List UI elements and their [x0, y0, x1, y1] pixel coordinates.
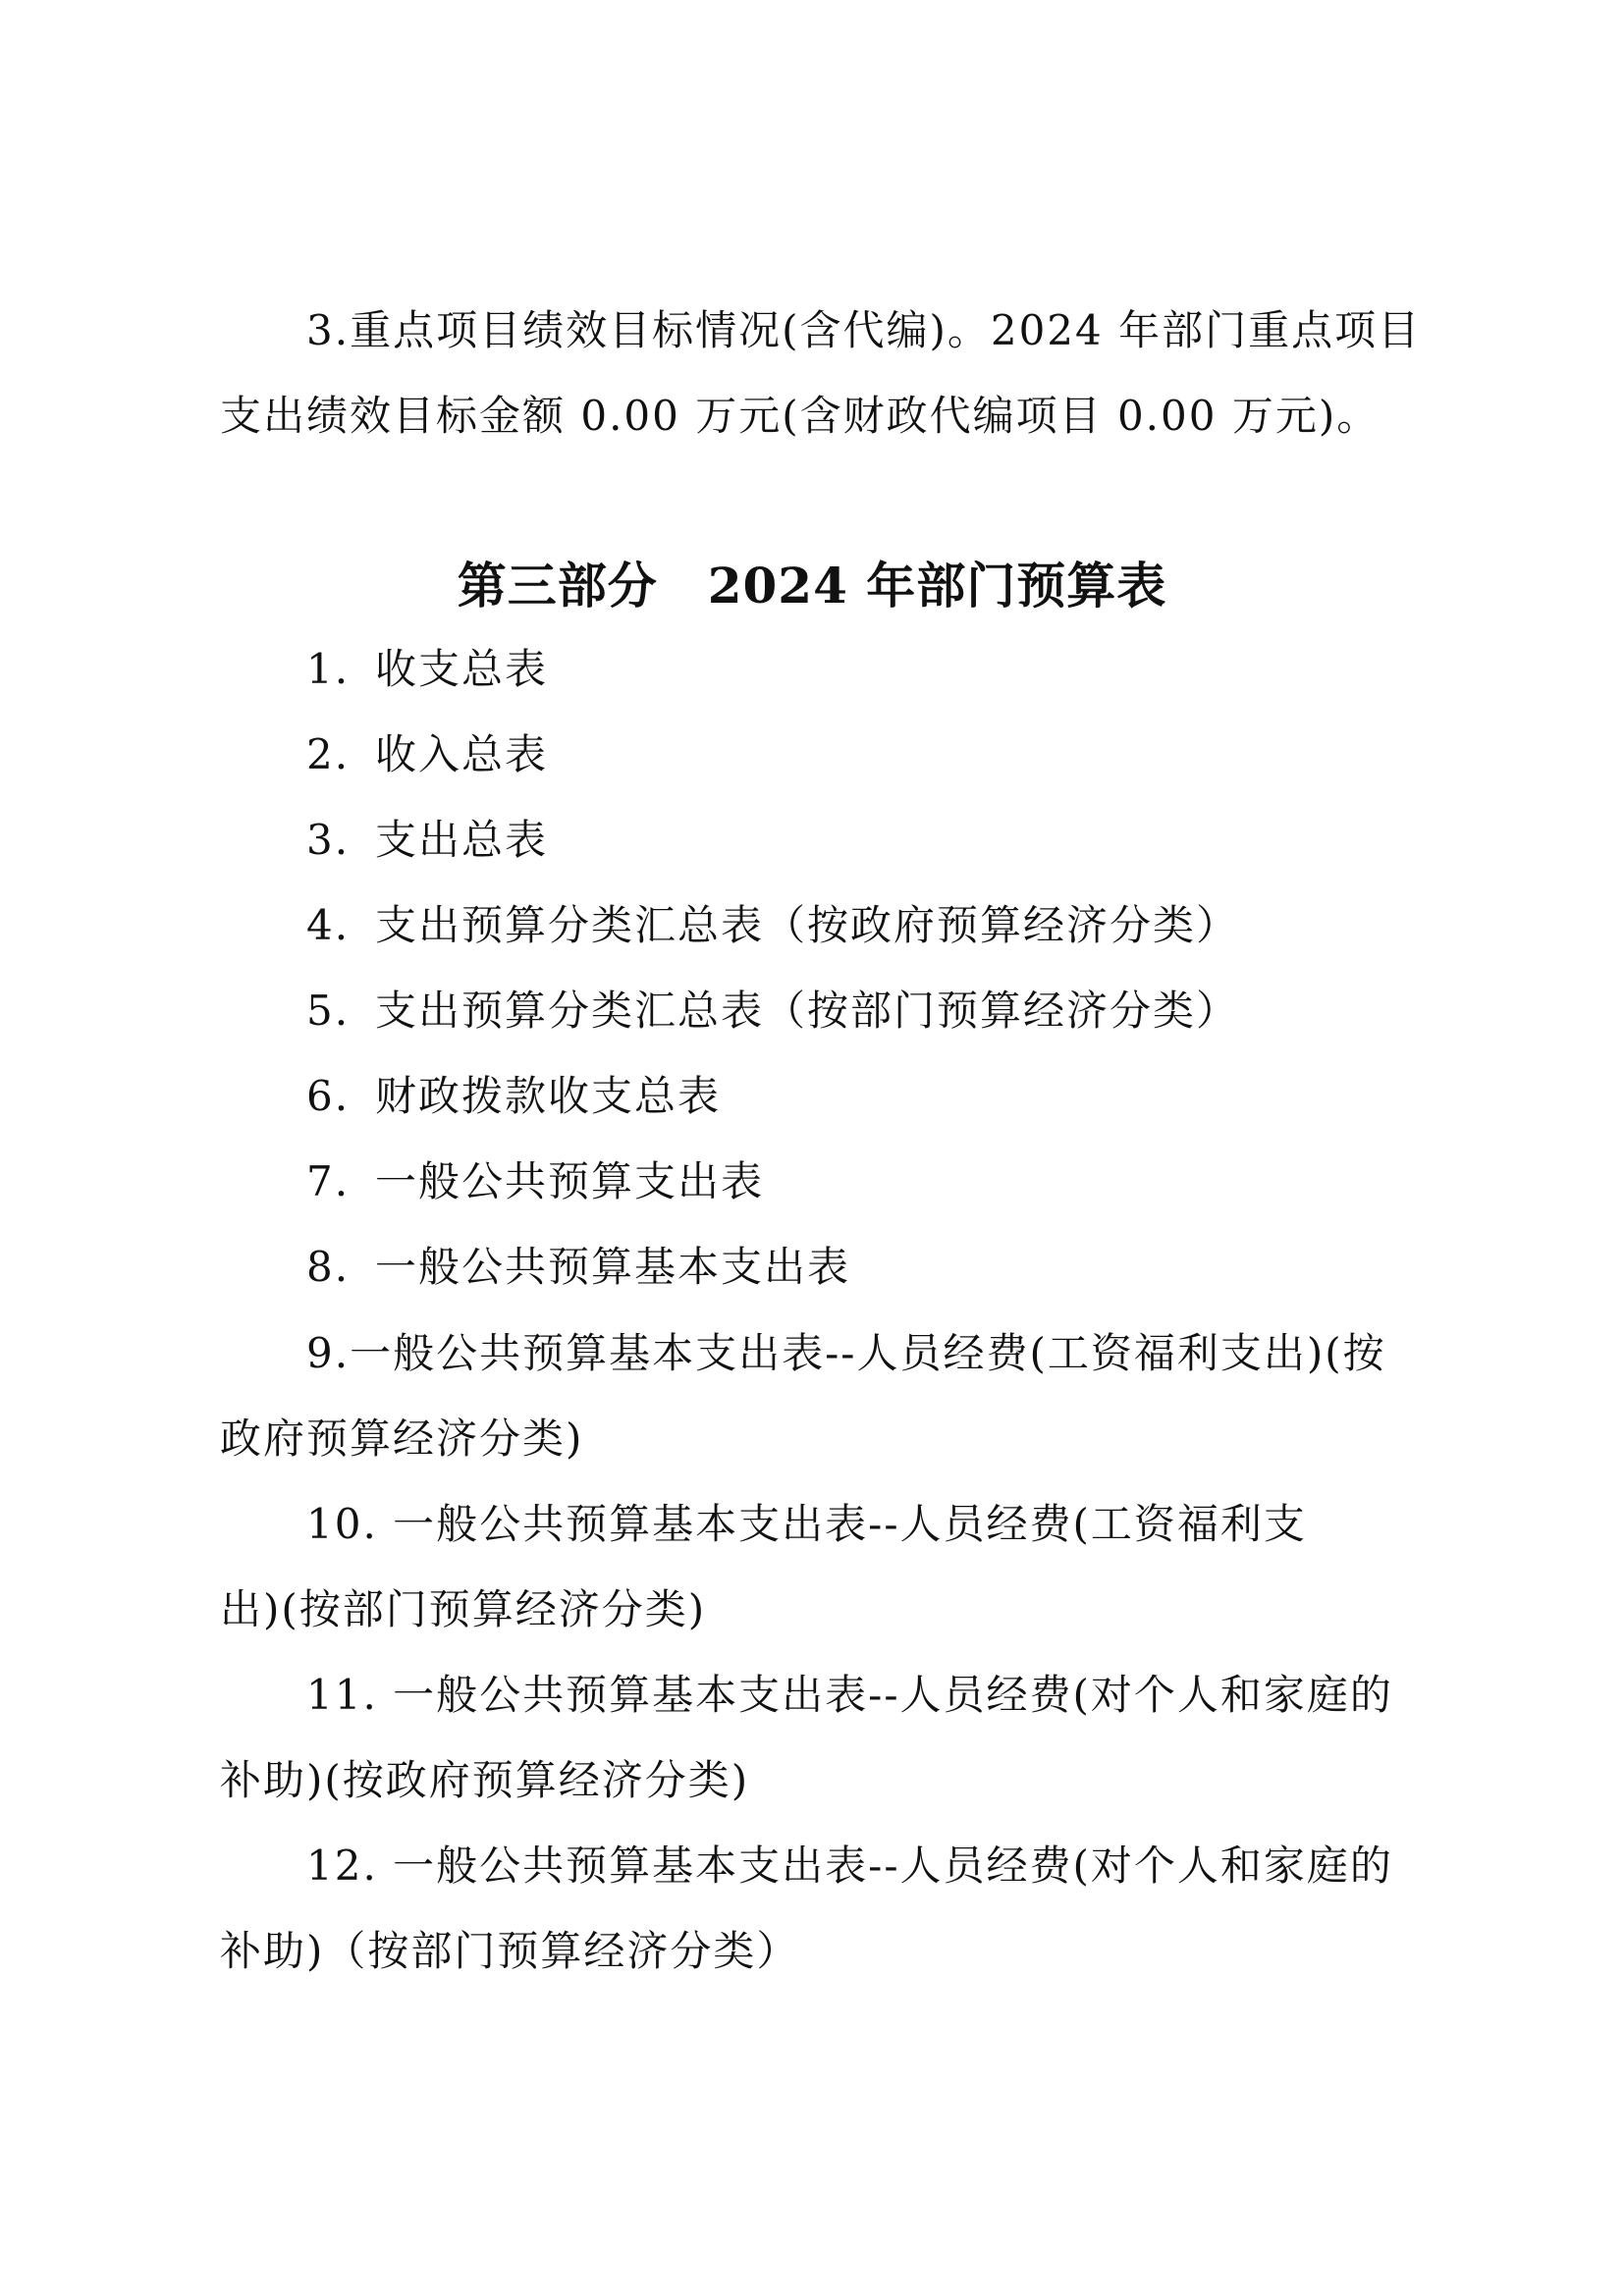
- list-item-text: 支出预算分类汇总表（按部门预算经济分类）: [375, 987, 1240, 1035]
- intro-line-2: 支出绩效目标金额 0.00 万元(含财政代编项目 0.00 万元)。: [220, 392, 1380, 440]
- list-item-number: 1.: [306, 645, 351, 693]
- long-item-line-1: 11. 一般公共预算基本支出表--人员经费(对个人和家庭的: [306, 1671, 1393, 1719]
- list-item: [306, 811, 548, 870]
- list-item-text: 一般公共预算支出表: [375, 1157, 765, 1205]
- list-item: [306, 1067, 721, 1126]
- list-item: [306, 896, 1239, 955]
- long-item-line-1: 12. 一般公共预算基本支出表--人员经费(对个人和家庭的: [306, 1842, 1393, 1890]
- long-item-line-1: 9.一般公共预算基本支出表--人员经费(工资福利支出)(按: [306, 1329, 1386, 1377]
- list-item-text: 支出总表: [375, 816, 549, 864]
- list-item-text: 财政拨款收支总表: [375, 1072, 722, 1120]
- list-item: [306, 1152, 764, 1211]
- list-item-number: 5.: [306, 987, 351, 1035]
- list-item: [306, 640, 548, 699]
- long-item-line-2: 政府预算经济分类): [220, 1415, 584, 1463]
- list-item: [306, 1238, 850, 1297]
- list-item: [306, 982, 1239, 1041]
- list-item-number: 2.: [306, 730, 351, 778]
- list-item-number: 8.: [306, 1243, 351, 1291]
- intro-line-1: 3.重点项目绩效目标情况(含代编)。2024 年部门重点项目: [306, 306, 1422, 354]
- list-item-text: 支出预算分类汇总表（按政府预算经济分类）: [375, 901, 1240, 949]
- list-item-text: 收入总表: [375, 730, 549, 778]
- long-item-line-2: 补助)（按部门预算经济分类）: [220, 1927, 800, 1975]
- long-item-line-1: 10. 一般公共预算基本支出表--人员经费(工资福利支: [306, 1500, 1307, 1548]
- long-item-line-2: 出)(按部门预算经济分类): [220, 1585, 707, 1633]
- list-item: [306, 725, 548, 784]
- list-item-number: 6.: [306, 1072, 351, 1120]
- list-item-number: 4.: [306, 901, 351, 949]
- list-item-text: 一般公共预算基本支出表: [375, 1243, 851, 1291]
- long-item-line-2: 补助)(按政府预算经济分类): [220, 1756, 750, 1804]
- section-title: 第三部分 2024 年部门预算表: [457, 557, 1167, 614]
- list-item-text: 收支总表: [375, 645, 549, 693]
- list-item-number: 3.: [306, 816, 351, 864]
- list-item-number: 7.: [306, 1157, 351, 1205]
